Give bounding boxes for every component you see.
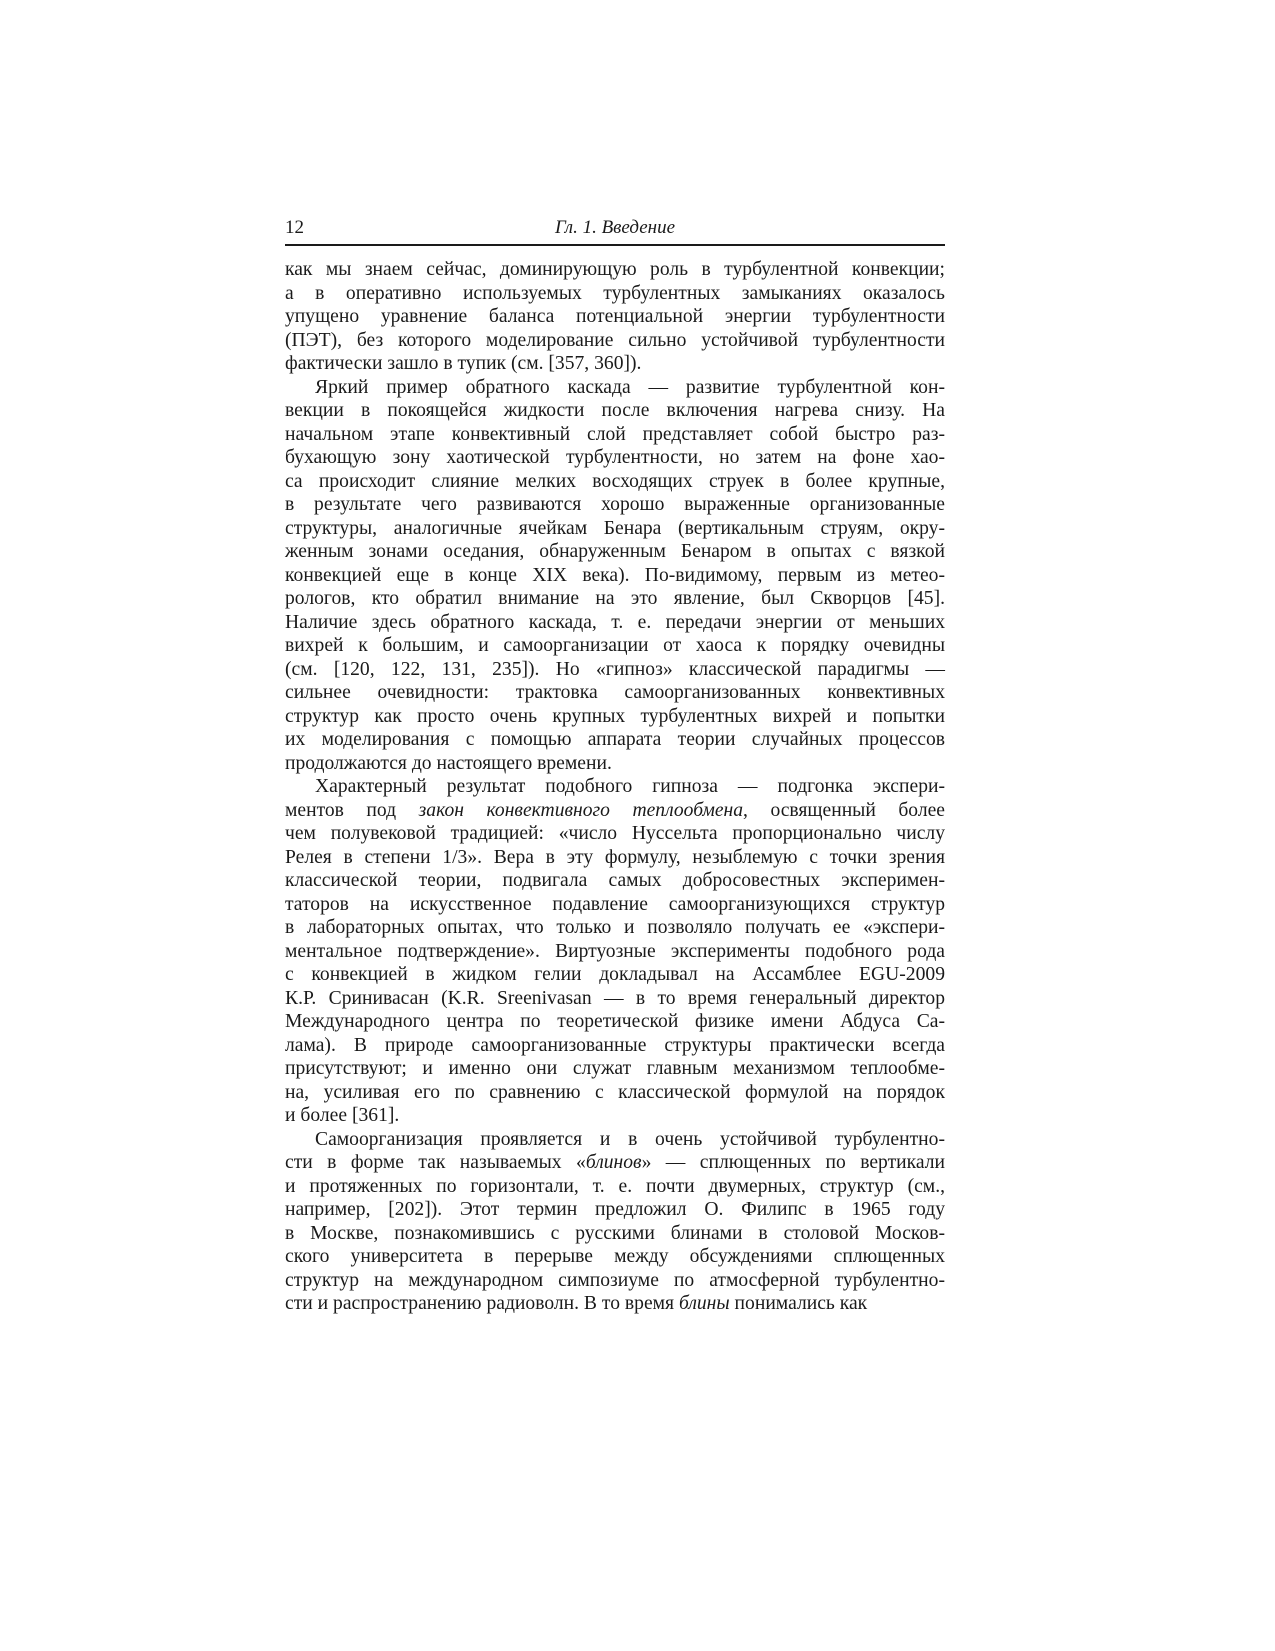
- text-line: классической теории, подвигала самых добросовестных эксперимен-: [285, 870, 945, 891]
- paragraph: [285, 258, 945, 376]
- emphasis-term: блины: [678, 1293, 730, 1314]
- text-line: с конвекцией в жидком гелии докладывал на Ассамблее EGU-2009: [285, 964, 945, 985]
- text-line: и более [361].: [285, 1105, 400, 1126]
- paragraph: [285, 1128, 945, 1316]
- text-line: как мы знаем сейчас, доминирующую роль в турбулентной конвекции;: [285, 259, 945, 280]
- text-line: вихрей к большим, и самоорганизации от хаоса к порядку очевидны: [285, 635, 945, 656]
- text-line: конвекцией еще в конце XIX века). По-видимому, первым из метео-: [285, 564, 945, 586]
- text-line: а в оперативно используемых турбулентных замыканиях оказалось: [285, 282, 945, 304]
- text-line: ского университета в перерыве между обсуждениями сплющенных: [285, 1246, 945, 1267]
- text-line: в результате чего развиваются хорошо выраженные организованные: [285, 494, 945, 515]
- body-text: [285, 258, 945, 1316]
- text-line: женным зонами оседания, обнаруженным Бенаром в опытах с вязкой: [285, 541, 945, 562]
- text-line: сти в форме так называемых «блинов» — сплющенных по вертикали: [285, 1152, 945, 1173]
- text-line: в Москве, познакомившись с русскими блинами в столовой Москов-: [285, 1222, 945, 1244]
- text-line: например, [202]). Этот термин предложил О. Филипс в 1965 году: [285, 1199, 945, 1220]
- text-line: бухающую зону хаотической турбулентности, но затем на фоне хао-: [285, 447, 945, 468]
- running-head: [285, 216, 945, 246]
- text-line: лама). В природе самоорганизованные структуры практически всегда: [285, 1034, 945, 1056]
- text-line: начальном этапе конвективный слой представляет собой быстро раз-: [285, 423, 945, 445]
- text-line: Наличие здесь обратного каскада, т. е. передачи энергии от меньших: [285, 611, 945, 633]
- text-line: сильнее очевидности: трактовка самоорганизованных конвективных: [285, 682, 945, 703]
- text-line: на, усиливая его по сравнению с классической формулой на порядок: [285, 1081, 945, 1103]
- text-line: продолжаются до настоящего времени.: [285, 752, 612, 774]
- text-line: таторов на искусственное подавление самоорганизующихся структур: [285, 893, 945, 915]
- text-line: са происходит слияние мелких восходящих струек в более крупные,: [285, 470, 945, 492]
- text-line: Релея в степени 1/3». Вера в эту формулу, незыблемую с точки зрения: [285, 846, 945, 868]
- text-line: сти и распространению радиоволн. В то время блины понимались как: [285, 1293, 868, 1314]
- text-line: структуры, аналогичные ячейкам Бенара (вертикальным струям, окру-: [285, 517, 945, 539]
- text-line: ментов под закон конвективного теплообмена, освященный более: [285, 799, 946, 821]
- text-line: К.Р. Сринивасан (K.R. Sreenivasan — в то время генеральный директор: [285, 987, 945, 1009]
- text-line: Характерный результат подобного гипноза — подгонка экспери-: [315, 776, 945, 797]
- text-line: ментальное подтверждение». Виртуозные эксперименты подобного рода: [285, 940, 945, 962]
- text-line: векции в покоящейся жидкости после включения нагрева снизу. На: [285, 400, 945, 421]
- text-line: Самоорганизация проявляется и в очень устойчивой турбулентно-: [315, 1128, 945, 1150]
- text-line: структур как просто очень крупных турбулентных вихрей и попытки: [285, 705, 945, 727]
- page-number: 12: [285, 217, 304, 238]
- text-line: присутствуют; и именно они служат главным механизмом теплообме-: [285, 1058, 945, 1079]
- text-line: фактически зашло в тупик (см. [357, 360]).: [285, 353, 642, 374]
- paragraph: [285, 775, 945, 1128]
- text-line: (ПЭТ), без которого моделирование сильно устойчивой турбулентности: [285, 329, 945, 351]
- chapter-title: Гл. 1. Введение: [554, 217, 676, 238]
- text-line: Яркий пример обратного каскада — развитие турбулентной кон-: [315, 376, 945, 398]
- text-line: в лабораторных опытах, что только и позволяло получать ее «экспери-: [285, 917, 945, 938]
- paragraph: [285, 376, 945, 776]
- emphasis-term: закон конвективного теплообмена: [418, 799, 744, 821]
- text-line: рологов, кто обратил внимание на это явление, был Скворцов [45].: [285, 588, 945, 609]
- text-line: чем полувековой традицией: «число Нуссельта пропорционально числу: [285, 823, 945, 844]
- emphasis-term: блинов: [585, 1152, 642, 1173]
- text-line: структур на международном симпозиуме по атмосферной турбулентно-: [285, 1269, 945, 1291]
- text-line: упущено уравнение баланса потенциальной энергии турбулентности: [285, 306, 945, 327]
- text-line: (см. [120, 122, 131, 235]). Но «гипноз» классической парадигмы —: [285, 658, 945, 680]
- text-line: Международного центра по теоретической физике имени Абдуса Са-: [285, 1011, 945, 1032]
- text-line: их моделирования с помощью аппарата теории случайных процессов: [285, 729, 945, 750]
- text-line: и протяженных по горизонтали, т. е. почти двумерных, структур (см.,: [285, 1175, 945, 1197]
